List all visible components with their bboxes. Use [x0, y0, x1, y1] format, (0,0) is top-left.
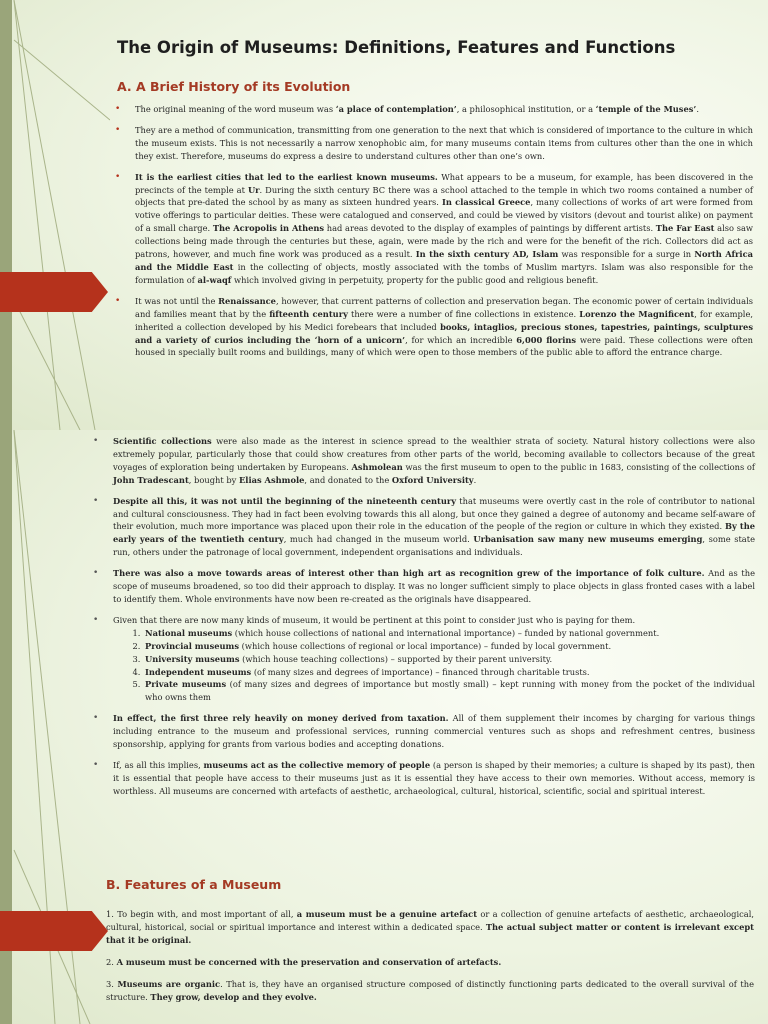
list-item: 5. Private museums (of many sizes and degrees of importance but mostly small) – kept running with money from the pocket of the individual who owns them	[143, 678, 755, 704]
feature-item: 2. A museum must be concerned with the preservation and conservation of artefacts.	[106, 956, 502, 967]
features-list	[106, 908, 754, 1003]
feature-item: 3. Museums are organic. That is, they have an organised structure composed of distinctly functioning parts dedicated to the overall survival of the structure. They grow, develop and they evolve.	[106, 978, 754, 1002]
decorative-arrow	[0, 911, 108, 951]
decorative-arrow	[0, 272, 108, 312]
list-item: 1. National museums (which house collections of national and international importance) – funded by national government.	[143, 627, 755, 640]
bullet-item: • It is the earliest cities that led to the earliest known museums. What appears to be a museum, for example, has been discovered in the precincts of the temple at Ur. During the sixth century BC there was a school attached to the temple in which two rooms contained a number of objects that pre-dated the school by as many as sixteen hundred years. In classical Greece, many collections of works of art were formed from votive offerings to particular deities. These were catalogued and conserved, and could be viewed by visitors (devout and tourist alike) on payment of a small charge. The Acropolis in Athens had areas devoted to the display of examples of paintings by different artists. The Far East also saw collections being made through the centuries but these, again, were made by the rich and were for the benefit of the rich. Collectors did act as patrons, however, and much fine work was produced as a result. In the sixth century AD, Islam was responsible for a surge in North Africa and the Middle East in the collecting of objects, mostly associated with the tombs of Muslim martyrs. Islam was also responsible for the formulation of al-waqf which involved giving in perpetuity, property for the public good and religious benefit.	[115, 171, 753, 287]
slide-2	[0, 430, 768, 1024]
museum-types-intro: • Given that there are now many kinds of museum, it would be pertinent at this point to consider just who is paying for them.	[113, 614, 636, 625]
list-item: 2. Provincial museums (which house collections of regional or local importance) – funded by local government.	[143, 640, 755, 653]
museum-types-list	[113, 627, 755, 704]
section-heading-history: A. A Brief History of its Evolution	[117, 79, 351, 94]
bullet-item: • In effect, the first three rely heavily on money derived from taxation. All of them supplement their incomes by charging for various things including entrance to the museum and professional services, running commercial ventures such as shops and refreshment centres, business sponsorship, applying for grants from various bodies and accepting donations.	[93, 712, 755, 751]
bullet-item: • If, as all this implies, museums act as the collective memory of people (a person is shaped by their memories; a culture is shaped by its past), then it is essential that people have access to their museums just as it is essential they have access to their own memories. Without access, memory is worthless. All museums are concerned with artefacts of aesthetic, archaeological, cultural, historical, scientific, social and spiritual interest.	[93, 759, 755, 798]
bullet-item: • The original meaning of the word museum was ‘a place of contemplation’, a philosophical institution, or a ‘temple of the Muses’.	[115, 103, 753, 116]
bullet-item: • There was also a move towards areas of interest other than high art as recognition grew of the importance of folk culture. And as the scope of museums broadened, so too did their approach to display. It was no longer sufficient simply to place objects in glass fronted cases with a label to identify them. Whole environments have now been re-created as the originals have disappeared.	[93, 567, 755, 606]
decorative-vertical-line	[0, 0, 12, 430]
history-bullets	[115, 103, 753, 359]
section-heading-features: B. Features of a Museum	[106, 877, 282, 892]
bullet-item: • They are a method of communication, transmitting from one generation to the next that which is considered of importance to the culture in which the museum exists. This is not necessarily a narrow xenophobic aim, for many museums contain items from cultures other than the one in which they exist. Therefore, museums do express a desire to understand cultures other than one’s own.	[115, 124, 753, 163]
feature-item: 1. To begin with, and most important of all, a museum must be a genuine artefact or a collection of genuine artefacts of aesthetic, archaeological, cultural, historical, social or spiritual importance and interest within a dedicated space. The actual subject matter or content is irrelevant except that it be original.	[106, 909, 754, 945]
list-item: 3. University museums (which house teaching collections) – supported by their parent university.	[143, 653, 755, 666]
page-title: The Origin of Museums: Definitions, Features and Functions	[117, 38, 676, 57]
list-item: 4. Independent museums (of many sizes and degrees of importance) – financed through charitable trusts.	[143, 666, 755, 679]
slide-1	[0, 0, 768, 430]
museum-types-block	[93, 614, 755, 704]
bullet-item: • Despite all this, it was not until the beginning of the nineteenth century that museums were overtly cast in the role of contributor to national and cultural consciousness. They had in fact been evolving towards this all along, but once they gained a degree of autonomy and became self-aware of their evolution, much more importance was placed upon their role in the education of the people of the region or culture in which they existed. By the early years of the twentieth century, much had changed in the museum world. Urbanisation saw many new museums emerging, some state run, others under the patronage of local government, independent organisations and individuals.	[93, 495, 755, 560]
evolution-bullets	[93, 435, 755, 798]
bullet-item: • It was not until the Renaissance, however, that current patterns of collection and preservation began. The economic power of certain individuals and families meant that by the fifteenth century there were a number of fine collections in existence. Lorenzo the Magnificent, for example, inherited a collection developed by his Medici forebears that included books, intaglios, precious stones, tapestries, paintings, sculptures and a variety of curios including the ‘horn of a unicorn’, for which an incredible 6,000 florins were paid. These collections were often housed in specially built rooms and buildings, many of which were open to those members of the public able to afford the entrance charge.	[115, 295, 753, 360]
decorative-lines	[0, 0, 110, 430]
bullet-item: • Scientific collections were also made as the interest in science spread to the wealthier strata of society. Natural history collections were also extremely popular, particularly those that could show creatures from other parts of the world, becoming available to collectors because of the great voyages of exploration being undertaken by Europeans. Ashmolean was the first museum to open to the public in 1683, consisting of the collections of John Tradescant, bought by Elias Ashmole, and donated to the Oxford University.	[93, 435, 755, 487]
